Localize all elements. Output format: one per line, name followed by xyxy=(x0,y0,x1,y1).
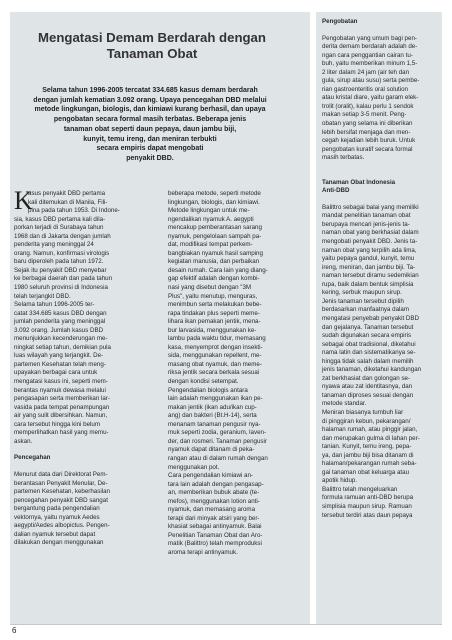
sidebar-paragraph-pengobatan xyxy=(322,35,436,163)
text-line: Metode lingkungan untuk me- xyxy=(168,207,250,215)
article-abstract xyxy=(18,86,282,164)
text-line: nyamuk, dan memasang aroma xyxy=(168,506,256,514)
text-line: dengan kondisi setempat. xyxy=(168,378,239,386)
column-left xyxy=(14,186,153,548)
text-line: kali ditemukan di Manila, Fili- xyxy=(28,198,108,206)
text-line: penderita yang meninggal 24 xyxy=(14,241,94,249)
text-line: sia, kasus DBD pertama kali dila- xyxy=(14,215,106,223)
text-line: aegypti/Aedes albopictus. Pengen- xyxy=(14,522,110,530)
text-line: Penelitian Tanaman Obat dan Aro- xyxy=(168,531,263,539)
text-line: ngan cara penggantian cairan tu- xyxy=(322,51,413,59)
text-line: desain rumah. Cara lain yang diang- xyxy=(168,266,268,274)
text-line: naman obat yang berkhasiat dalam xyxy=(322,229,419,237)
text-line: beberapa metode, seperti metode xyxy=(168,190,261,197)
text-line: lebih bersifat menjaga dan men- xyxy=(322,128,411,136)
text-line: mengatasi penyebab penyakit DBD xyxy=(322,314,419,322)
text-line: halaman rumah, atau pinggir jalan, xyxy=(322,426,418,434)
text-line: cegah kejadian lebih buruk. Untuk xyxy=(322,137,416,145)
sidebar-panel xyxy=(316,12,442,624)
text-line: tanian. Kunyit, temu ireng, pepa- xyxy=(322,443,412,451)
text-line: upayakan berbagai cara untuk xyxy=(14,369,98,377)
text-line: berdasarkan manfaatnya dalam xyxy=(322,306,410,314)
text-line: rangan atau di dalam rumah dengan xyxy=(168,454,268,462)
text-line: telah terjangkit DBD. xyxy=(14,292,71,300)
text-line: asus penyakit DBD pertama xyxy=(28,190,106,197)
text-line: an, memberikan bubuk abate (te- xyxy=(168,489,260,497)
text-line: Meniran biasanya tumbuh liar xyxy=(322,408,404,416)
sidebar-paragraph-tanaman xyxy=(322,204,436,520)
text-line: bergantung pada pengendalian xyxy=(14,505,100,513)
text-line: luas wilayah yang terjangkit. De- xyxy=(14,352,104,360)
text-line: gula, sirup atau susu) serta pembe- xyxy=(322,77,420,85)
text-line: bur larvasida, menggunakan ke- xyxy=(168,326,257,334)
text-line: tara lain adalah dengan pengasap- xyxy=(168,480,264,488)
text-line: menanam tanaman pengusir nya- xyxy=(168,420,261,428)
text-line: Pengobatan yang umum bagi pen- xyxy=(322,34,417,42)
text-line: matik (Balittro) telah memproduksi xyxy=(168,540,262,548)
text-line: pengobatan kuratif secara formal xyxy=(322,145,413,153)
text-line: rian gastroenteritis oral solution xyxy=(322,85,408,93)
text-line: derita demam berdarah adalah de- xyxy=(322,43,418,51)
text-line: Menurut data dari Direktorat Pem- xyxy=(14,470,108,478)
text-line: Balittro telah mengeluarkan xyxy=(322,485,398,493)
text-line: tersebut terdiri atas daun pepaya xyxy=(322,511,413,519)
text-line: naman tersebut diramu sedemikian xyxy=(322,272,419,280)
text-line: di pinggiran kebun, pekarangan/ xyxy=(322,417,411,425)
text-line: kegiatan manusia, dan perbaikan xyxy=(168,258,260,266)
dropcap-letter: K xyxy=(14,186,33,215)
abstract-line: pengobatan secara formal masih terbatas. Beberapa jenis xyxy=(53,116,247,124)
text-line: berantasan Penyakit Menular, De- xyxy=(14,479,108,487)
text-line: lihara ikan pemakan jentik, mena- xyxy=(168,318,261,326)
text-line: vasida pada tempat penampungan xyxy=(14,403,110,411)
text-line: mandat penelitian tanaman obat xyxy=(322,212,411,220)
text-line: simplisia maupun sirup. Ramuan xyxy=(322,502,412,510)
abstract-line: kunyit, temu ireng, dan meniran terbukti xyxy=(83,135,217,143)
text-line: buh, yaitu memberikan minum 1,5- xyxy=(322,60,418,68)
text-line: pencegahan penyakit DBD sangat xyxy=(14,496,108,504)
text-line: gai tanaman obat keluarga atau xyxy=(322,468,410,476)
text-line: dat, modifikasi tempat perkem- xyxy=(168,241,253,249)
text-line: ningkat setiap tahun, demikian pula xyxy=(14,343,112,351)
sidebar-text xyxy=(322,18,436,520)
text-line: mengobati penyakit DBD. Jenis ta- xyxy=(322,238,418,246)
text-line: makan setiap 3-5 menit. Peng- xyxy=(322,111,407,119)
abstract-line: penyakit DBD. xyxy=(126,154,174,162)
text-line: vektornya, yaitu nyamuk Aedes xyxy=(14,513,100,521)
text-line: Selama tahun 1996-2005 ter- xyxy=(14,301,95,309)
footer-rule xyxy=(10,624,442,625)
text-line: jenis tanaman, diketahui kandungan xyxy=(322,366,422,374)
text-line: pina pada tahun 1953. Di Indone- xyxy=(28,207,120,215)
text-line: hingga tidak salah dalam memilih xyxy=(322,357,414,365)
text-line: khasiat sebagai antinyamuk. Balai xyxy=(168,523,262,531)
text-line: aroma terapi antinyamuk. xyxy=(168,548,238,556)
text-line: mengatasi kasus ini, seperti mem- xyxy=(14,378,108,386)
text-line: atau kristal diare, yaitu garam elek- xyxy=(322,94,419,102)
text-line: obatan yang selama ini diberikan xyxy=(322,120,413,128)
text-line: cara tersebut hingga kini belum xyxy=(14,420,100,428)
text-line: naman obat yang terpilih ada lima, xyxy=(322,246,417,254)
text-line: dan merupakan gulma di lahan per- xyxy=(322,434,420,442)
text-line: lambu pada waktu tidur, memasang xyxy=(168,335,266,343)
abstract-line: Selama tahun 1996-2005 tercatat 334.685 kasus demam berdarah xyxy=(42,87,258,94)
abstract-line: secara empiris dapat mengobati xyxy=(96,145,204,153)
text-line: nyamuk dapat ditanam di peka- xyxy=(168,446,255,454)
text-line: Plus", yaitu menutup, menguras, xyxy=(168,292,258,300)
text-line: trolit (oralit), kalau perlu 1 sendok xyxy=(322,102,414,110)
text-line: kering, serbuk maupun sirup. xyxy=(322,289,402,297)
text-line: lingkungan, biologis, dan kimiawi. xyxy=(168,198,260,206)
text-line: tanaman diproses sesuai dengan xyxy=(322,391,414,399)
abstract-line: metode lingkungan, biologis, dan kimiawi kurang berhasil, dan upaya xyxy=(34,106,266,114)
text-line: menimbun serta melakukan bebe- xyxy=(168,301,262,309)
text-line: masang obat nyamuk, dan meme- xyxy=(168,360,262,368)
text-line: rupa, baik dalam bentuk simplisia xyxy=(322,280,414,288)
text-line: apotik hidup. xyxy=(322,477,358,485)
text-line: rapa tindakan plus seperti meme- xyxy=(168,309,260,317)
text-line: zat berkhasiat dan golongan se- xyxy=(322,374,411,382)
text-line: muk seperti zodia, geranium, laven- xyxy=(168,429,267,437)
text-line: Pengendalian biologis antara xyxy=(168,386,248,394)
text-line: Jenis tanaman tersebut dipilih xyxy=(322,297,404,305)
text-line: lain adalah menggunakan ikan pe- xyxy=(168,395,263,403)
text-line: ang) dan bakteri (Bt.H-14), serta xyxy=(168,412,257,420)
sidebar-heading-pengobatan: Pengobatan xyxy=(322,18,358,25)
text-line: menunjukkan kecenderungan me- xyxy=(14,335,108,343)
text-line: mefos), menggunakan lotion anti- xyxy=(168,497,260,505)
text-line: air yang sulit dibersihkan. Namun, xyxy=(14,412,108,420)
column-middle xyxy=(168,190,306,558)
text-line: berantas nyamuk dewasa melalui xyxy=(14,386,106,394)
sidebar-heading-tanaman-1: Tanaman Obat Indonesia xyxy=(322,178,396,186)
text-line: askan. xyxy=(14,437,33,445)
text-line: partemen Kesehatan, keberhasilan xyxy=(14,488,110,496)
sidebar-heading-tanaman-2: Anti-DBD xyxy=(322,187,350,195)
text-line: Sejak itu penyakit DBD menyebar xyxy=(14,266,107,274)
text-line: dalian nyamuk tersebut dapat xyxy=(14,530,96,538)
text-line: nasi yang disebut dengan "3M xyxy=(168,284,252,292)
text-line: memperlihatkan hasil yang memu- xyxy=(14,429,109,437)
text-line: der, dan rosmeri. Tanaman pengusir xyxy=(168,437,267,445)
text-line: gap efektif adalah dengan kombi- xyxy=(168,275,260,283)
text-line: kasa, menyemprot dengan insekti- xyxy=(168,343,263,351)
text-line: makan jentik (ikan adu/ikan cup- xyxy=(168,403,257,411)
text-line: dilakukan dengan menggunakan xyxy=(14,539,104,547)
text-line: Cara pengendalian kimiawi an- xyxy=(168,472,253,480)
text-line: menggunakan pot. xyxy=(168,463,220,471)
text-line: berupaya mencari jenis-jenis ta- xyxy=(322,220,410,228)
text-line: halaman/pekarangan rumah seba- xyxy=(322,460,417,468)
title-line: Tanaman Obat xyxy=(106,46,198,61)
page-number: 6 xyxy=(12,626,17,635)
text-line: ngendalikan nyamuk A. aegypti xyxy=(168,215,254,223)
dropcap-block xyxy=(14,186,153,216)
text-line: 1980 seluruh provinsi di Indonesia xyxy=(14,284,108,292)
title-line: Mengatasi Demam Berdarah dengan xyxy=(38,30,266,45)
abstract-line: dengan jumlah kematian 3.092 orang. Upaya pencegahan DBD melalui xyxy=(33,96,267,104)
text-line: pengasapan serta memberikan lar- xyxy=(14,395,110,403)
text-line: nama latin dan sistematikanya se- xyxy=(322,349,416,357)
text-line: ireng, meniran, dan jambu biji. Ta- xyxy=(322,263,416,271)
text-line: masih terbatas. xyxy=(322,154,365,162)
text-line: formula ramuan anti-DBD berupa xyxy=(322,494,414,502)
text-line: yaitu pepaya gandul, kunyit, temu xyxy=(322,255,415,263)
text-line: riksa jentik secara berkala sesuai xyxy=(168,369,260,377)
text-line: ya, dan jambu biji bisa ditanam di xyxy=(322,451,414,459)
text-line: partemen Kesehatan telah meng- xyxy=(14,360,106,368)
text-line: bangbiakan nyamuk hasil samping xyxy=(168,249,263,257)
text-line: sebagai obat tradisional, diketahui xyxy=(322,340,416,348)
text-line: 1968 dan di Jakarta dengan jumlah xyxy=(14,232,111,240)
text-line: porkan terjadi di Surabaya tahun xyxy=(14,224,104,232)
abstract-line: tanaman obat seperti daun pepaya, daun jambu biji, xyxy=(63,125,237,133)
text-line: Balittro sebagai balai yang memiliki xyxy=(322,203,419,211)
text-line: orang. Namun, konfirmasi virologis xyxy=(14,249,110,257)
text-line: terapi dari minyak atsiri yang ber- xyxy=(168,514,260,522)
heading-pencegahan: Pencegahan xyxy=(14,454,51,462)
text-line: sudah digunakan secara empiris xyxy=(322,332,412,340)
article-title xyxy=(14,30,290,62)
text-line: nyamuk, pengelolaan sampah pa- xyxy=(168,232,262,240)
text-line: jumlah penderita yang meninggal xyxy=(14,318,106,326)
text-line: 3.092 orang. Jumlah kasus DBD xyxy=(14,326,104,334)
text-line: dan gejalanya. Tanaman tersebut xyxy=(322,323,414,331)
text-line: metode standar. xyxy=(322,400,367,408)
text-line: ke berbagai daerah dan pada tahun xyxy=(14,275,113,283)
text-line: nyawa atau zat identitasnya, dan xyxy=(322,383,413,391)
text-line: 2 liter dalam 24 jam (air teh dan xyxy=(322,68,410,76)
text-line: baru diperoleh pada tahun 1972. xyxy=(14,258,104,266)
text-line: catat 334.685 kasus DBD dengan xyxy=(14,309,107,317)
text-line: sida, menggunakan repellent, me- xyxy=(168,352,262,360)
text-line: mencakup pemberantasan sarang xyxy=(168,224,262,232)
